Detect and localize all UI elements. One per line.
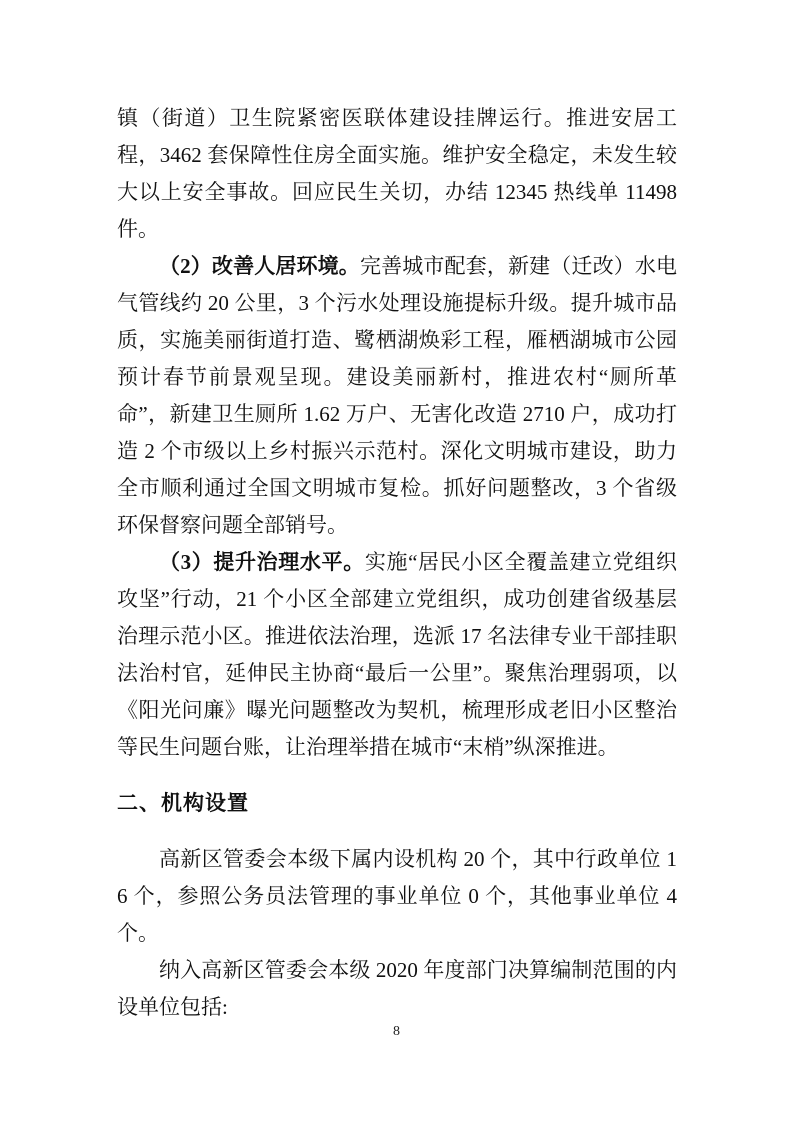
text-run: 镇（街道）卫生院紧密医联体建设挂牌运行。推进安居工程，3462 套保障性住房全面实施。维护安全稳定，未发生较大以上安全事故。回应民生关切，办结 12345 热线单 11498 件。 [117, 106, 677, 241]
page-number: 8 [393, 1024, 400, 1039]
document-body [117, 100, 677, 1026]
paragraph [117, 952, 677, 1026]
paragraph [117, 100, 677, 248]
text-run: 完善城市配套，新建（迁改）水电气管线约 20 公里，3 个污水处理设施提标升级。提升城市品质，实施美丽街道打造、鹭栖湖焕彩工程，雁栖湖城市公园预计春节前景观呈现。建设美丽新村，推进农村“厕所革命”，新建卫生厕所 1.62 万户、无害化改造 2710 户，成功打造 2 个市级以上乡村振兴示范村。深化文明城市建设，助力全市顺利通过全国文明城市复检。抓好问题整改，3 个省级环保督察问题全部销号。 [117, 254, 678, 537]
text-run: （2）改善人居环境。 [159, 254, 360, 278]
paragraph [117, 544, 677, 766]
section-heading [117, 785, 677, 822]
text-run: 实施“居民小区全覆盖建立党组织攻坚”行动，21 个小区全部建立党组织，成功创建省级基层治理示范小区。推进依法治理，选派 17 名法律专业干部挂职法治村官，延伸民主协商“最后一公里”。聚焦治理弱项，以《阳光问廉》曝光问题整改为契机，梳理形成老旧小区整治等民生问题台账，让治理举措在城市“末梢”纵深推进。 [117, 550, 677, 759]
text-run: 二、机构设置 [117, 792, 249, 815]
paragraph [117, 248, 677, 544]
paragraph [117, 841, 677, 952]
text-run: 纳入高新区管委会本级 2020 年度部门决算编制范围的内设单位包括: [117, 958, 677, 1019]
text-run: （3）提升治理水平。 [159, 550, 365, 574]
text-run: 高新区管委会本级下属内设机构 20 个，其中行政单位 16 个，参照公务员法管理的事业单位 0 个，其他事业单位 4 个。 [117, 847, 677, 945]
